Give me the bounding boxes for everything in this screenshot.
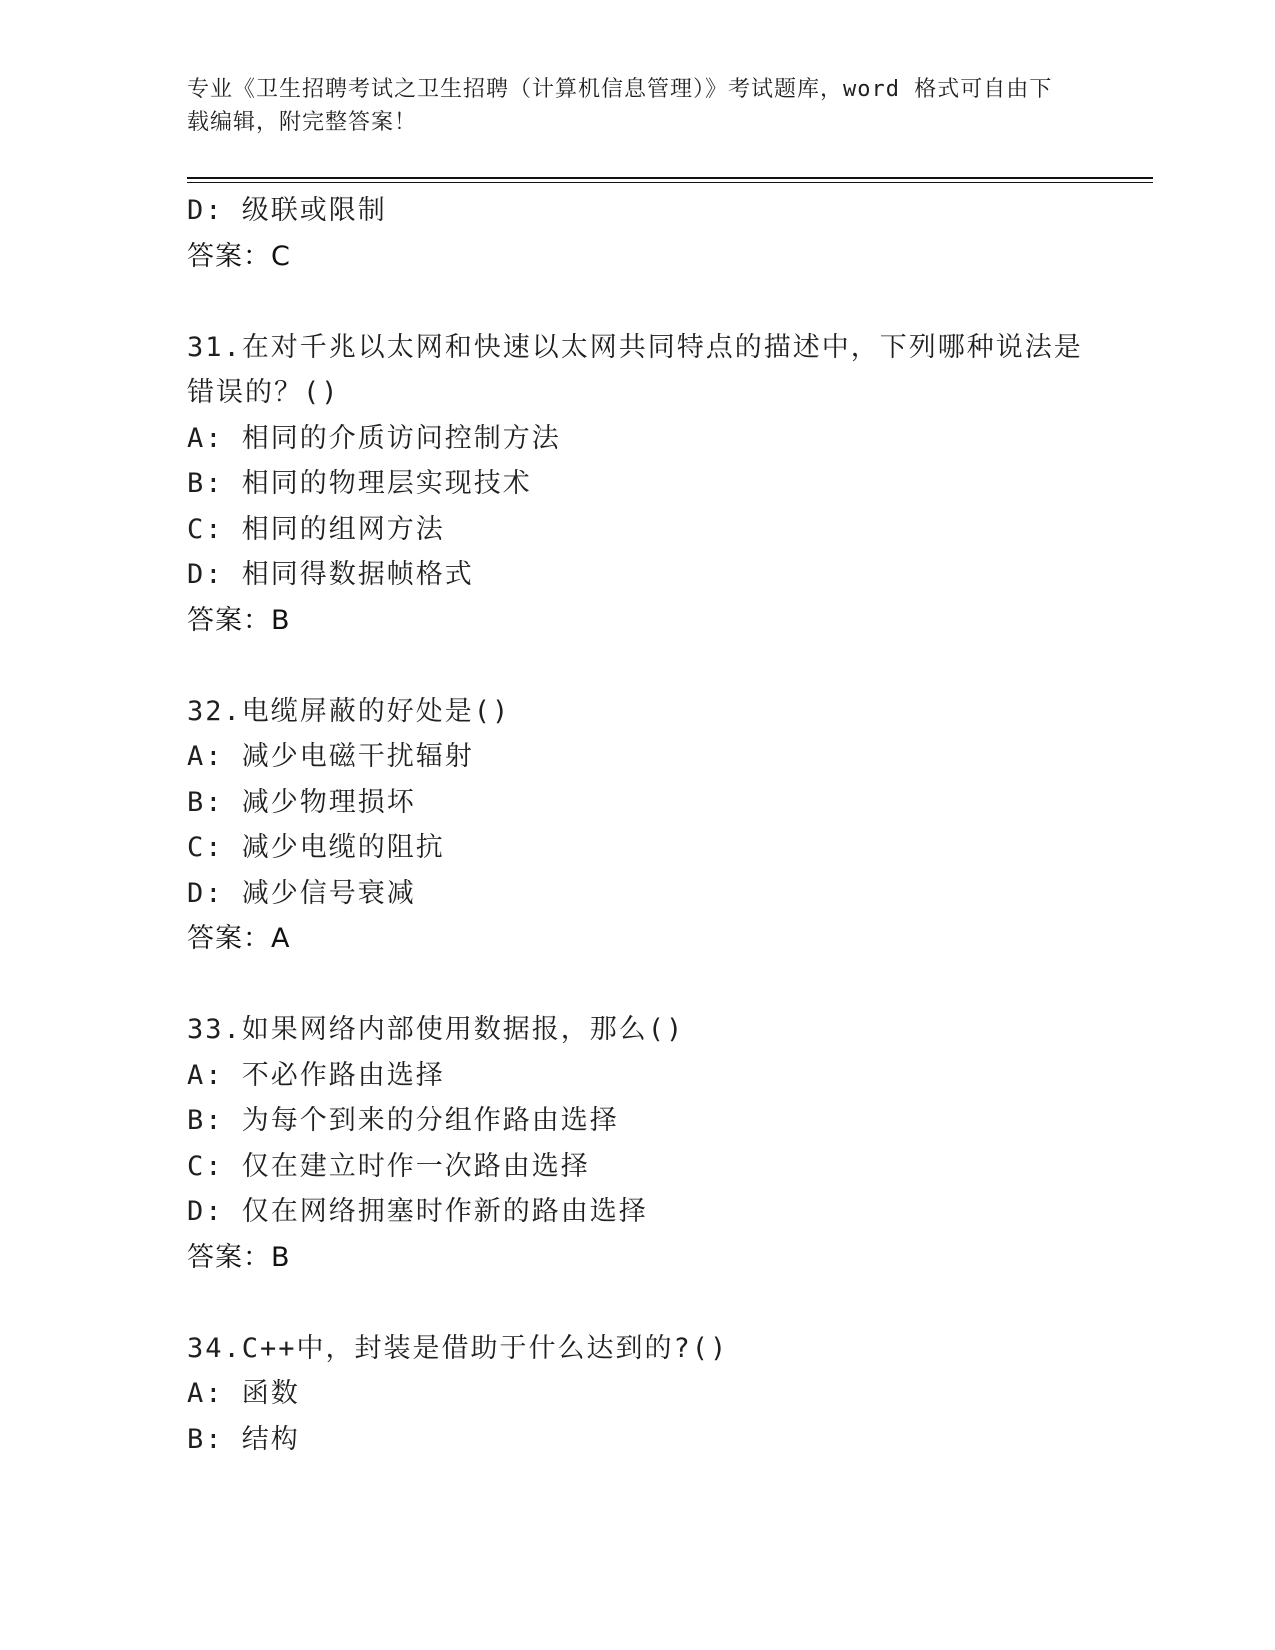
- question-32: [187, 689, 1087, 962]
- option-b: B: 结构: [187, 1423, 300, 1455]
- answer: 答案：B: [187, 1241, 291, 1273]
- option-b: B: 相同的物理层实现技术: [187, 468, 532, 499]
- option-a: A: 函数: [187, 1378, 300, 1409]
- option-a: A: 相同的介质访问控制方法: [187, 422, 561, 454]
- option-c: C: 仅在建立时作一次路由选择: [187, 1150, 590, 1182]
- option-d: D: 相同得数据帧格式: [187, 559, 474, 590]
- answer: 答案：C: [187, 240, 291, 272]
- header-divider-thin: [187, 182, 1153, 183]
- option-d: D: 级联或限制: [187, 195, 387, 226]
- answer: 答案：B: [187, 604, 291, 636]
- question-34: [187, 1326, 1087, 1463]
- question-title: 31.在对千兆以太网和快速以太网共同特点的描述中，下列哪种说法是错误的？(): [187, 331, 1083, 408]
- option-c: C: 减少电缆的阻抗: [187, 832, 445, 863]
- option-a: A: 减少电磁干扰辐射: [187, 741, 474, 772]
- option-b: B: 减少物理损坏: [187, 786, 416, 818]
- question-title: 34.C++中，封装是借助于什么达到的?(): [187, 1332, 729, 1364]
- question-title: 33.如果网络内部使用数据报，那么(): [187, 1014, 685, 1045]
- header-divider: [187, 177, 1153, 179]
- question-31: [187, 325, 1087, 644]
- option-a: A: 不必作路由选择: [187, 1059, 445, 1091]
- answer: 答案：A: [187, 923, 291, 954]
- question-33: [187, 1007, 1087, 1280]
- option-c: C: 相同的组网方法: [187, 513, 445, 545]
- document-header: 专业《卫生招聘考试之卫生招聘（计算机信息管理）》考试题库，word 格式可自由下载编辑，附完整答案！: [187, 77, 1053, 135]
- option-b: B: 为每个到来的分组作路由选择: [187, 1105, 619, 1136]
- option-d: D: 仅在网络拥塞时作新的路由选择: [187, 1196, 648, 1227]
- question-list: [187, 188, 1087, 1462]
- option-d: D: 减少信号衰减: [187, 877, 416, 909]
- question-title: 32.电缆屏蔽的好处是(): [187, 695, 511, 727]
